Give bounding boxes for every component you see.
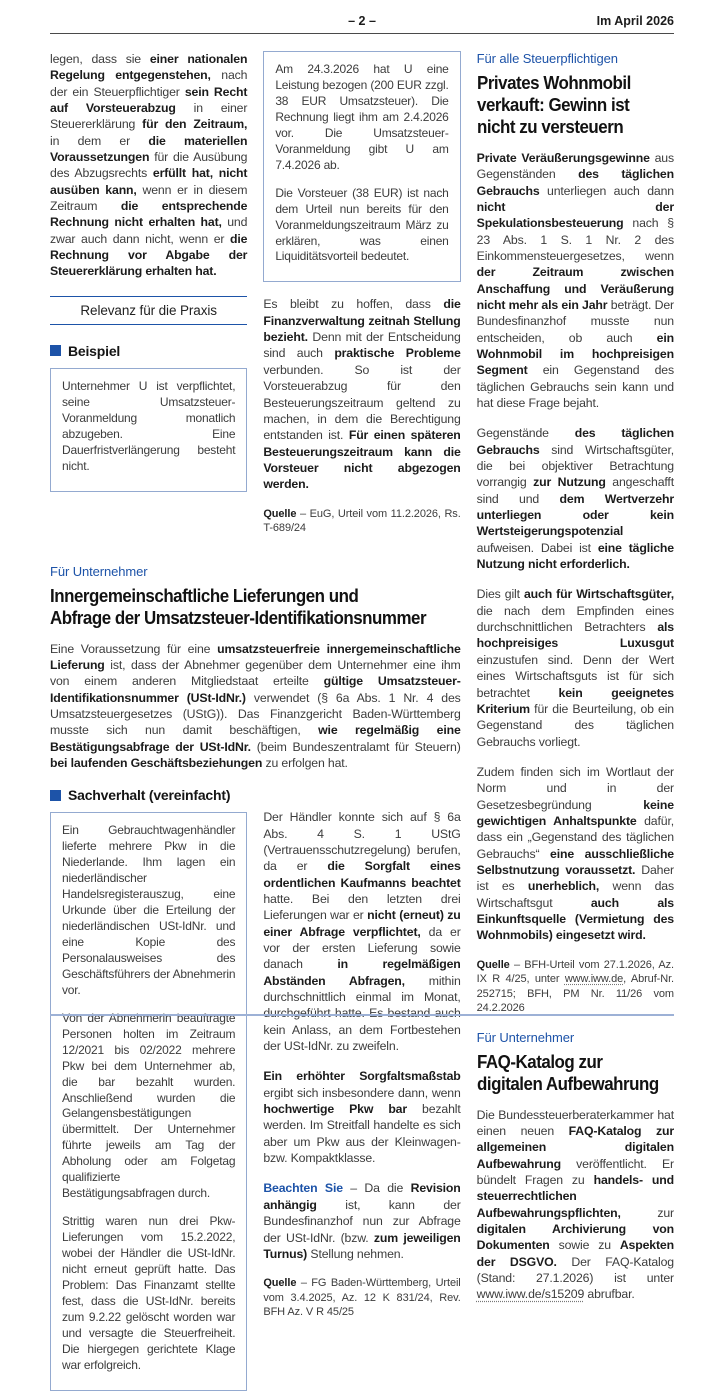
text-segment: aus Gegenständen [476, 150, 674, 182]
text-segment: Quelle [263, 1277, 297, 1290]
text-segment: Für einen späteren Besteuerungszeitraum kann die Vorsteuer nicht abgezogen werden. [263, 428, 461, 492]
text-segment: ergibt sich insbesondere dann, wenn [263, 1085, 461, 1100]
text-segment: Private Veräußerungsgewinne [476, 150, 650, 165]
text-segment: nach § 23 Abs. 1 S. 1 Nr. 2 des Einkommensteuergesetzes, wenn [476, 216, 674, 263]
paragraph: Die Vorsteuer (38 EUR) ist nach dem Urteil nun bereits für den Voranmeldungszeitraum März zu erklären, was einen Liquiditätsvorteil bedeutet. [275, 185, 449, 264]
beispiel-label-text: Beispiel [68, 342, 121, 359]
text-segment: Dies gilt [476, 587, 524, 602]
text-segment: zu erfolgen hat. [262, 755, 348, 770]
text-segment: ist, dass der Abnehmer gegenüber dem Unternehmer eine ihm von einem anderen Mitgliedstaat erteilte [50, 657, 461, 689]
text-segment: der Zeitraum zwischen Anschaffung und Veräußerung nicht mehr als ein Jahr [476, 265, 674, 312]
text-segment: zur Nutzung [533, 475, 606, 490]
title-line: Abfrage der Umsatzsteuer-Identifikationsnummer [50, 607, 427, 628]
article-ustid-middle-column [263, 785, 460, 1333]
text-segment: – EuG, Urteil vom 11.2.2026, Rs. T-689/24 [263, 507, 461, 535]
text-segment: wenn er in diesem Zeitraum [50, 182, 248, 214]
content-grid [50, 51, 674, 1391]
bullet-square-icon [50, 790, 61, 801]
text-segment: da er vor der ersten Lieferung sowie danach [263, 924, 461, 972]
text-segment: dem Wertverzehr unterliegen oder kein Wertsteigerungspotenzial [476, 491, 674, 539]
text-segment: die Finanzverwaltung zeitnah Stellung bezieht. [263, 297, 461, 345]
title-line: digitalen Aufbewahrung [476, 1073, 659, 1094]
text-segment: ein Wohnmobil im hochpreisigen Segment [476, 330, 674, 378]
kicker: Für Unternehmer [50, 563, 148, 579]
title-line: FAQ-Katalog zur [476, 1051, 603, 1072]
kicker: Für alle Steuerpflichtigen [476, 51, 618, 66]
text-segment: Zudem finden sich im Wortlaut der Norm und in der Gesetzesbegründung [476, 764, 674, 812]
text-segment: veröffentlicht. Er bündelt Fragen zu [476, 1156, 674, 1188]
title-line: Innergemeinschaftliche Lieferungen und [50, 585, 359, 606]
text-segment: Beachten Sie [263, 1181, 343, 1196]
text-segment: hochwertige Pkw bar [263, 1102, 408, 1117]
text-segment: die materiellen Voraussetzungen [50, 133, 248, 165]
sachverhalt-box [50, 812, 247, 1390]
text-segment: wie regelmäßig eine Bestätigungsabfrage der USt-IdNr. [50, 723, 461, 754]
title-line: nicht zu versteuern [476, 116, 623, 137]
article-wohnmobil [477, 51, 674, 1016]
text-segment: zum jeweiligen Turnus) [263, 1230, 461, 1261]
text-segment: bezahlt werden. Im Streitfall handelte es sich aber um Pkw aus der Kleinwagen- bzw. Kompaktklasse. [263, 1102, 461, 1166]
text-segment: Der Händler konnte sich auf § 6a Abs. 4 S. 1 UStG (Vertrauensschutzregelung) berufen, da er [263, 810, 461, 874]
text-segment: die Rechnung vor Abgabe der Steuererklärung erhalten hat. [50, 231, 248, 279]
text-segment: des täglichen Gebrauchs [476, 167, 674, 198]
text-segment: hatte. Bei den letzten drei Lieferungen war er [263, 891, 461, 923]
issue-date: Im April 2026 [596, 14, 674, 28]
text-segment: Ein erhöhter Sorgfaltsmaßstab [263, 1069, 461, 1084]
text-segment: zur [620, 1205, 674, 1220]
text-segment: des täglichen Gebrauchs [476, 426, 674, 457]
text-segment: ein Gegenstand des täglichen Gebrauchs sein kann und hat diese Frage bejaht. [476, 363, 674, 411]
text-segment: Revision anhängig [263, 1181, 461, 1212]
paragraph: Ein Gebrauchtwagenhändler lieferte mehrere Pkw in die Niederlande. Ihm lagen ein niederländischer Handelsregisterauszug, eine Urkunde über die Erteilung der niederländischen USt-IdNr. und eine Kopie des Personalausweises des Geschäftsführers der Abnehmerin vor. [62, 823, 236, 997]
text-segment: für die Ausübung des Abzugsrechts [50, 150, 248, 181]
text-segment: die nach dem Empfinden eines durchschnittlichen Betrachters [476, 603, 674, 635]
text-segment: – Da die [342, 1181, 411, 1196]
text-segment: dafür, dass ein „Gegenstand des täglichen Gebrauchs“ [476, 813, 674, 861]
text-segment: eine tägliche Nutzung nicht erforderlich. [476, 540, 674, 572]
text-segment: – BFH-Urteil vom 27.1.2026, Az. IX R 4/25, unter [476, 958, 674, 986]
quelle-line [477, 958, 674, 1016]
text-segment: die Sorgfalt eines ordentlichen Kaufmanns beachtet [263, 859, 461, 890]
page-number: – 2 – [348, 14, 376, 28]
text-segment: legen, dass sie [50, 52, 150, 66]
text-segment: Stellung nehmen. [307, 1246, 404, 1261]
article-title [50, 586, 436, 630]
text-segment: Der FAQ-Katalog (Stand: 27.1.2026) ist unter [476, 1254, 674, 1286]
text-segment: unterliegen auch dann [539, 183, 674, 198]
text-segment: aufweisen. Dabei ist [476, 540, 598, 555]
text-segment: wenn das Wirtschaftsgut [476, 879, 674, 910]
text-segment: sind Wirtschaftsgüter, die bei objektiver Betrachtung vorrangig [476, 442, 674, 490]
text-segment: erfüllt hat, nicht ausüben kann, [50, 166, 248, 197]
paragraph [477, 586, 674, 749]
text-segment: abrufbar. [584, 1287, 635, 1302]
text-segment: eine ausschließliche Selbstnutzung voraussetzt. [476, 846, 674, 877]
text-segment: für die Beurteilung, ob ein Gegenstand des täglichen Gebrauchs vorliegt. [476, 701, 674, 749]
title-line: verkauft: Gewinn ist [476, 94, 629, 115]
inline-link[interactable]: www.iww.de/s15209 [476, 1287, 585, 1302]
relevanz-banner: Relevanz für die Praxis [50, 296, 247, 325]
text-segment: beträgt. Der Bundesfinanzhof musste nun entscheiden, ob auch [476, 297, 674, 345]
right-column [477, 51, 674, 1317]
paragraph [477, 150, 674, 412]
paragraph [263, 809, 460, 1054]
text-segment: nicht der Spekulationsbesteuerung [476, 199, 674, 231]
text-segment: praktische Probleme [334, 346, 461, 361]
text-segment: Es bleibt zu hoffen, dass [263, 297, 444, 312]
paragraph: Strittig waren nun drei Pkw-Lieferungen vom 15.2.2022, wobei der Händler die USt-IdNr. nicht erneut geprüft hatte. Das Problem: Das Finanzamt stellte fest, dass die USt-IdNr. bereits zum 9.2.22 gelöscht worden war und versagte die Steuerfreiheit. Die hiergegen gerichtete Klage war erfolgreich. [62, 1214, 236, 1372]
kicker: Für Unternehmer [476, 1029, 575, 1045]
inline-link[interactable]: www.iww.de [564, 973, 624, 986]
text-segment: Quelle [263, 507, 297, 520]
paragraph [477, 1107, 674, 1303]
beispiel-label [50, 343, 247, 359]
article-faq [477, 1030, 674, 1303]
paragraph [263, 1068, 460, 1166]
text-segment: handels- und steuerrechtlichen Aufbewahrungspflichten, [476, 1173, 674, 1220]
text-segment: unerheblich, [527, 879, 600, 894]
text-segment: ist, kann der Bundesfinanzhof nun zur Abfrage der USt-IdNr. (bzw. [263, 1197, 461, 1245]
text-segment: (beim Bundeszentralamt für Steuern) [250, 739, 461, 754]
paragraph: Am 24.3.2026 hat U eine Leistung bezogen (200 EUR zzgl. 38 EUR Umsatzsteuer). Die Rechnung liegt ihm am 2.4.2026 vor. Die Umsatzsteuer-Voranmeldung gibt U am 7.4.2026 ab. [275, 62, 449, 172]
text-segment: Daher ist es [476, 862, 674, 894]
text-segment: , Abruf-Nr. 252715; BFH, PM Nr. 11/26 vom 24.2.2026 [476, 973, 674, 1015]
text-segment: bei laufenden Geschäftsbeziehungen [50, 755, 263, 770]
page-header [50, 14, 674, 34]
quelle-line [263, 507, 460, 536]
text-segment: verwendet (§ 6a Abs. 1 Nr. 4 des Umsatzsteuergesetzes (UStG)). Das Finanzgericht Baden-Württemberg musste sich nun damit beschäftigen, [50, 690, 461, 738]
text-segment: FAQ-Katalog zur allgemeinen digitalen Aufbewahrung [476, 1123, 674, 1171]
text-segment: kein geeignetes Kriterium [476, 685, 674, 716]
text-segment: die entsprechende Rechnung nicht erhalten hat, [50, 199, 248, 230]
text-segment: auch für Wirtschaftsgüter, [523, 587, 674, 602]
paragraph [50, 51, 247, 280]
sachverhalt-label-text: Sachverhalt (vereinfacht) [68, 787, 231, 804]
text-segment: digitalen Archivierung von Dokumenten [476, 1222, 674, 1253]
text-segment: auch als Einkunftsquelle (Vermietung des Wohnmobils) eingesetzt wird. [476, 895, 674, 943]
paragraph [263, 296, 460, 492]
paragraph [263, 1180, 460, 1262]
text-segment: für den Zeitraum, [142, 117, 248, 132]
text-segment: Denn mit der Entscheidung sind auch [263, 330, 461, 361]
text-segment: in dem er [50, 133, 149, 148]
text-segment: angeschafft sind und [476, 475, 674, 506]
text-segment: Die Bundessteuerberaterkammer hat einen neuen [476, 1107, 674, 1138]
text-segment: gültige Umsatzsteuer-Identifikationsnummer (USt-IdNr.) [50, 674, 461, 705]
text-segment: als hochpreisiges Luxusgut [476, 620, 674, 651]
paragraph [477, 425, 674, 572]
bottom-rule [50, 1014, 674, 1016]
text-segment: umsatzsteuerfreie innergemeinschaftliche Lieferung [50, 641, 461, 672]
article-ustid-intro [50, 641, 461, 786]
article-title [477, 73, 662, 139]
text-segment: keine gewichtigen Anhaltspunkte [476, 797, 674, 828]
text-segment: einzustufen sind. Denn der Wert eines Wirtschaftsguts ist für sich betrachtet [476, 652, 674, 700]
sachverhalt-label [50, 787, 247, 803]
quelle-line [263, 1276, 460, 1320]
paragraph [50, 641, 461, 772]
article-vorsteuer-middle-column [263, 51, 460, 550]
text-segment: in regelmäßigen Abständen Abfragen, [263, 957, 461, 988]
text-segment: verbunden. So ist der Vorsteuerabzug für den Besteuerungszeitraum geltend zu machen, in dem die Berechtigung entstanden ist. [263, 362, 461, 443]
paragraph [477, 764, 674, 944]
article-ustid-left-column [50, 785, 247, 1390]
article-title [477, 1052, 662, 1096]
article-vorsteuer-left-column [50, 51, 247, 492]
example-box [263, 51, 460, 282]
text-segment: und zwar auch dann nicht, wenn er [50, 215, 248, 246]
text-segment: – FG Baden-Württemberg, Urteil vom 3.4.2025, Az. 12 K 831/24, Rev. BFH Az. V R 45/25 [263, 1277, 461, 1319]
text-segment: Aspekten der DSGVO. [476, 1238, 674, 1269]
paragraph: Unternehmer U ist verpflichtet, seine Umsatzsteuer-Voranmeldung monatlich abzugeben. Eine Dauerfristverlängerung besteht nicht. [62, 378, 236, 473]
text-segment: nicht (erneut) zu einer Abfrage verpflichtet, [263, 908, 461, 939]
text-segment: Eine Voraussetzung für eine [50, 641, 218, 656]
article-ustid-header [50, 564, 461, 641]
text-segment: in einer Steuererklärung [50, 101, 248, 132]
text-segment: einer nationalen Regelung entgegenstehen, [50, 52, 248, 83]
bullet-square-icon [50, 345, 61, 356]
beispiel-box [50, 368, 247, 492]
text-segment: Quelle [476, 958, 510, 971]
title-line: Privates Wohnmobil [476, 73, 631, 93]
text-segment: sowie zu [549, 1238, 620, 1253]
text-segment: mithin durchschnittlich einmal im Monat, durchgeführt hatte. Es bestand auch kein Anlass, an dem Fortbestehen der USt-IdNr. zu zweifeln. [263, 973, 461, 1054]
text-segment: sein Recht auf Vorsteuerabzug [50, 84, 248, 116]
text-segment: nach der ein Steuerpflichtiger [50, 68, 248, 99]
text-segment: Gegenstände [476, 426, 575, 441]
paragraph: Von der Abnehmerin beauftragte Personen holten im Zeitraum 12/2021 bis 02/2022 mehrere Pkw bei dem Unternehmer ab, die bar bezahlt wurden. Anschließend wurden die Gelangensbestätigungen übermittelt. Der Unternehmer führte jeweils am Tag der Abholung oder am Folgetag qualifizierte Bestätigungsabfragen durch. [62, 1010, 236, 1201]
